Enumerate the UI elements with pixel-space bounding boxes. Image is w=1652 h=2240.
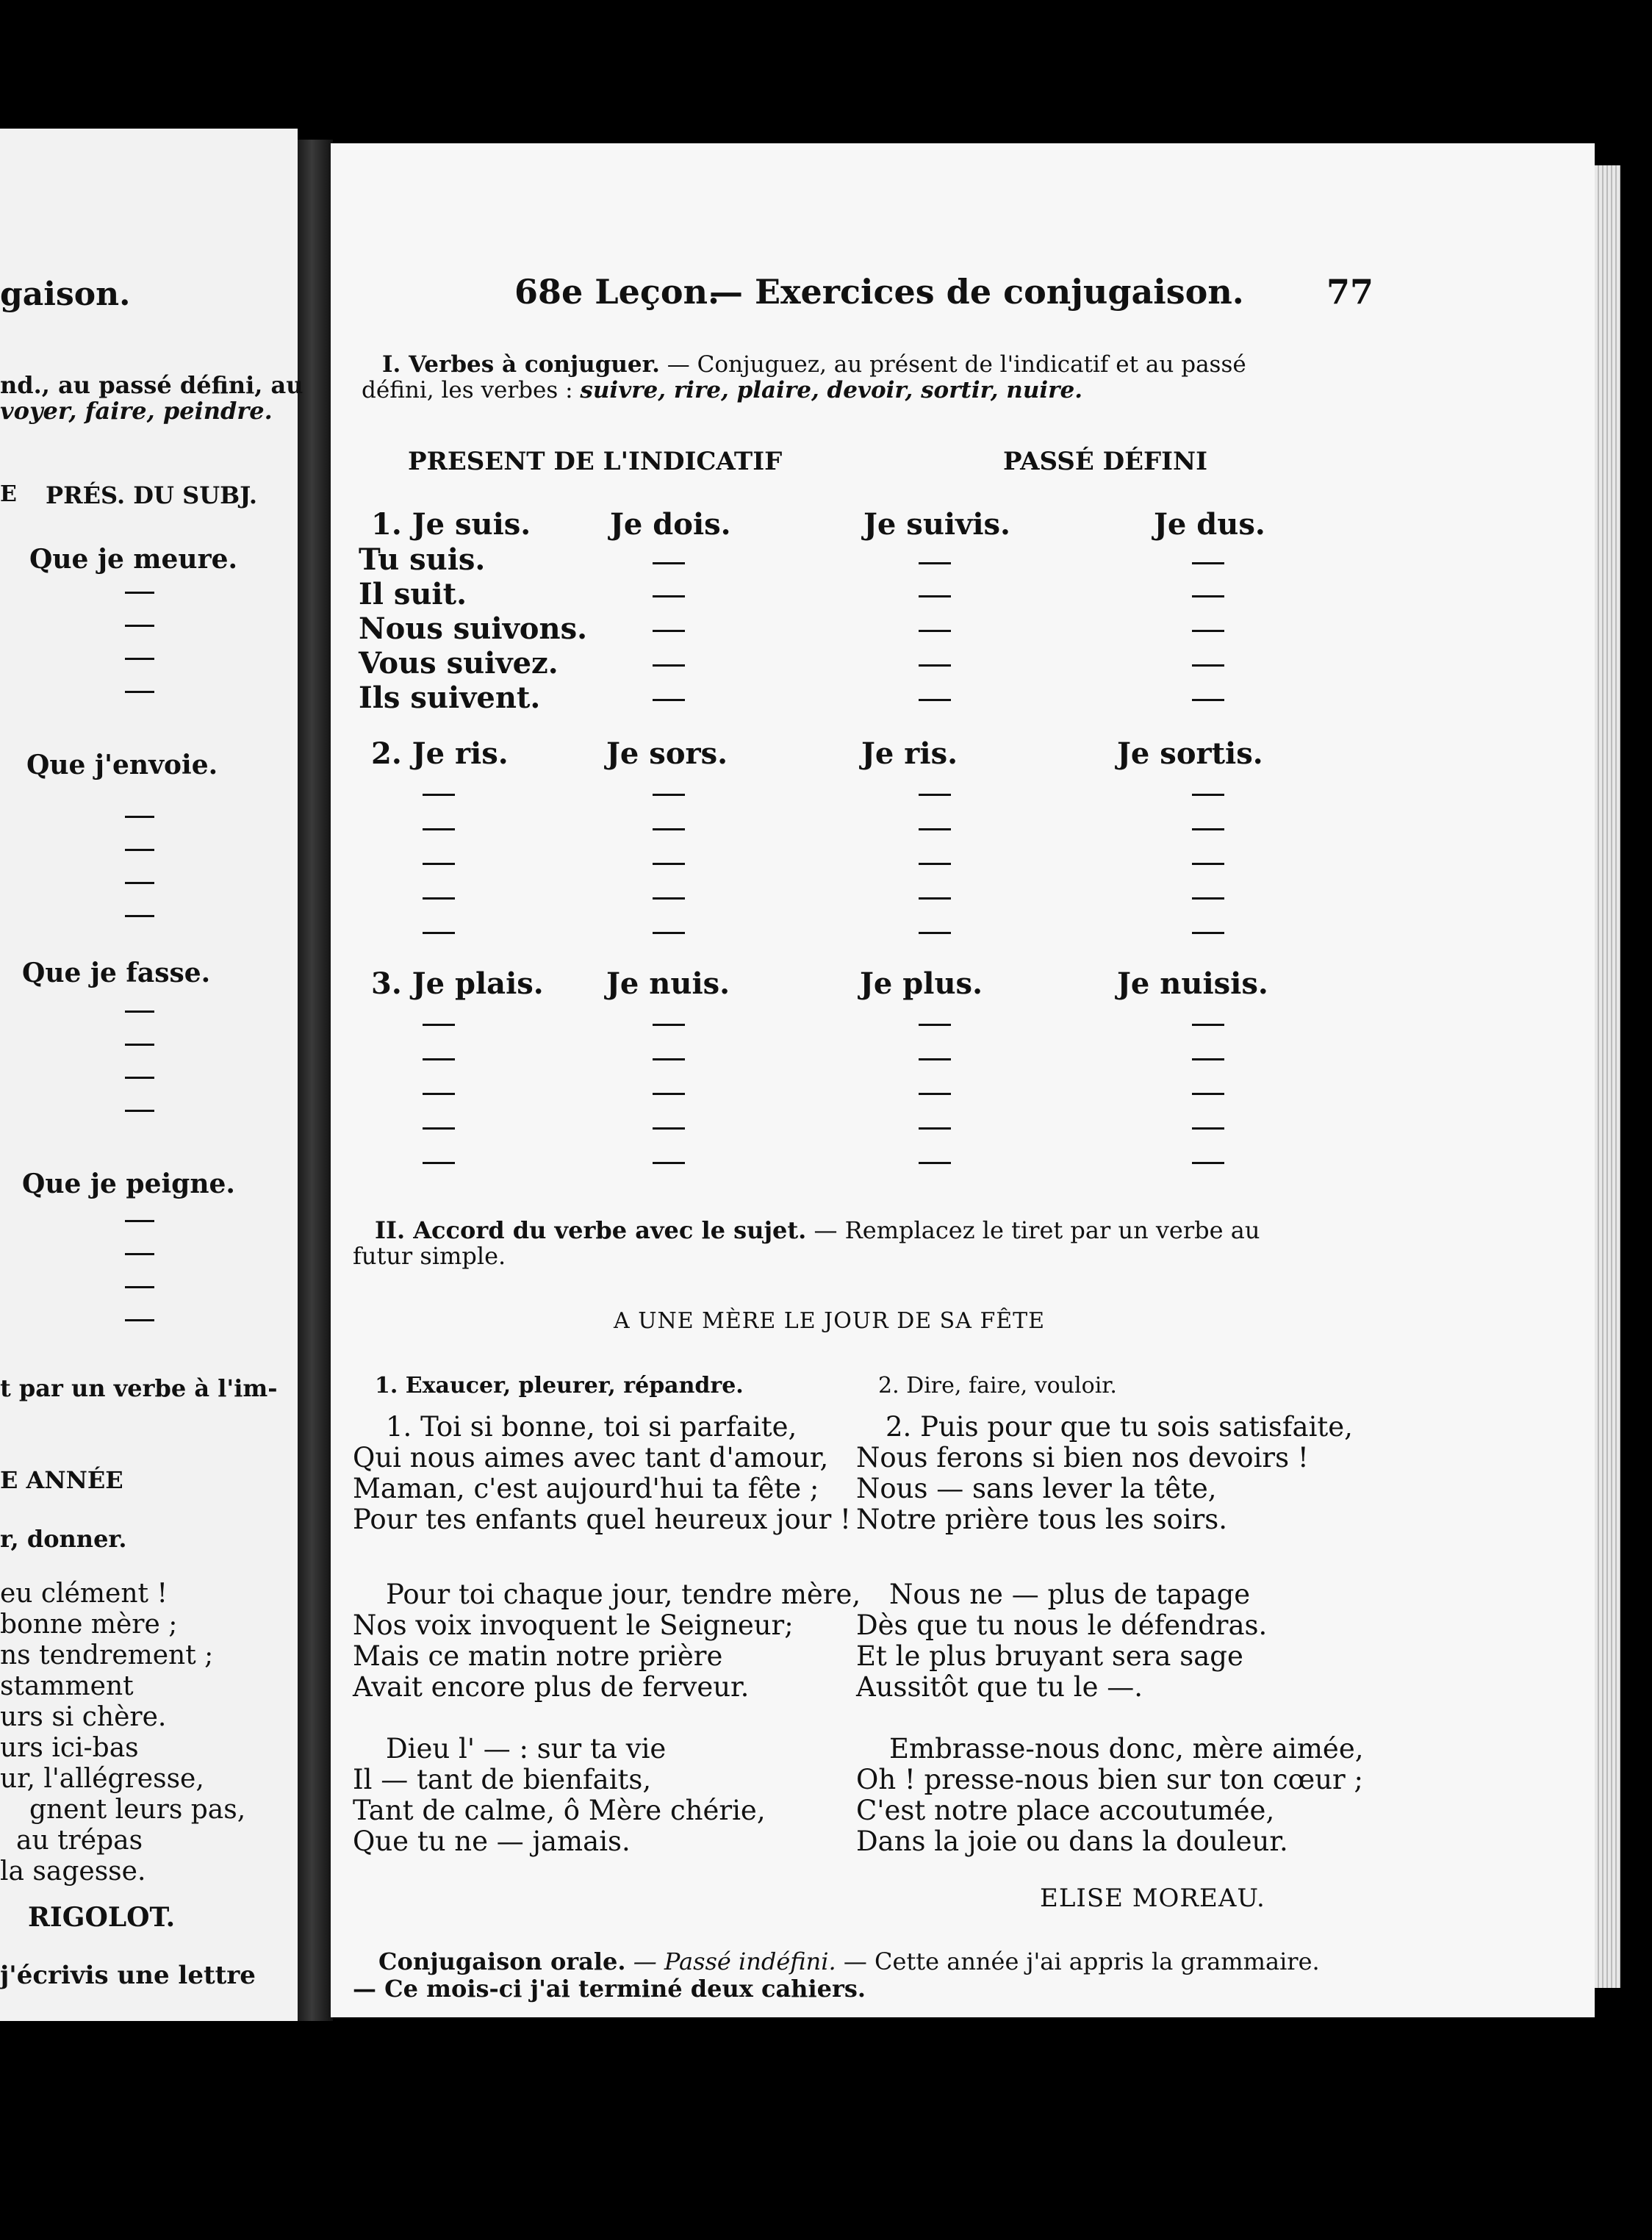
- g1-c2: Je dois.: [610, 507, 731, 542]
- blank-dash: [125, 882, 154, 884]
- blank-dash: [125, 691, 154, 693]
- blank-dash: [1192, 794, 1224, 796]
- blank-dash: [919, 595, 951, 597]
- poem-left-line: Que tu ne — jamais.: [353, 1826, 631, 1857]
- blank-dash: [125, 658, 154, 660]
- exercise2-label: II. Accord du verbe avec le sujet.: [375, 1216, 807, 1244]
- poem-left-line: Pour toi chaque jour, tendre mère,: [386, 1579, 861, 1610]
- g3-c4: Je nuisis.: [1117, 966, 1268, 1001]
- blank-dash: [919, 932, 951, 934]
- left-title: gaison.: [0, 276, 131, 313]
- g1-row-2: Il suit.: [359, 577, 467, 611]
- g3-c3: Je plus.: [860, 966, 983, 1001]
- blank-dash: [125, 625, 154, 627]
- blank-dash: [653, 664, 685, 667]
- g2-c1: 2. Je ris.: [371, 736, 509, 771]
- g3-c2: Je nuis.: [606, 966, 730, 1001]
- blank-dash: [1192, 630, 1224, 632]
- blank-dash: [653, 699, 685, 701]
- blank-dash: [423, 863, 455, 865]
- left-subj-3: Que je fasse.: [22, 958, 211, 988]
- blank-dash: [125, 592, 154, 594]
- blank-dash: [919, 828, 951, 830]
- poem-right-line: 2. Puis pour que tu sois satisfaite,: [886, 1411, 1353, 1443]
- left-poem-line: urs ici-bas: [0, 1733, 139, 1763]
- left-subj-2: Que j'envoie.: [26, 750, 218, 780]
- blank-dash: [919, 699, 951, 701]
- poem-right-line: C'est notre place accoutumée,: [856, 1795, 1275, 1826]
- blank-dash: [125, 1220, 154, 1222]
- poem-left-line: Il — tant de bienfaits,: [353, 1764, 652, 1795]
- blank-dash: [423, 1162, 455, 1164]
- exercise1-label: I. Verbes à conjuguer.: [382, 351, 660, 378]
- blank-dash: [423, 828, 455, 830]
- poem-right-line: Dans la joie ou dans la douleur.: [856, 1826, 1288, 1857]
- poem-right-line: Dès que tu nous le défendras.: [856, 1609, 1268, 1641]
- blank-dash: [423, 1024, 455, 1026]
- blank-dash: [423, 1058, 455, 1060]
- exercise2-line2: futur simple.: [353, 1242, 506, 1270]
- left-subj-1: Que je meure.: [29, 544, 238, 575]
- poem-left-line: Mais ce matin notre prière: [353, 1640, 723, 1672]
- blank-dash: [1192, 595, 1224, 597]
- left-col-mark: E: [0, 481, 17, 507]
- poem-verbs-left: 1. Exaucer, pleurer, répandre.: [375, 1373, 744, 1399]
- blank-dash: [423, 794, 455, 796]
- blank-dash: [919, 630, 951, 632]
- g1-row-4: Vous suivez.: [359, 646, 559, 681]
- poem-title: A UNE MÈRE LE JOUR DE SA FÊTE: [614, 1308, 1046, 1334]
- blank-dash: [1192, 562, 1224, 564]
- page-number: 77: [1326, 272, 1374, 312]
- blank-dash: [919, 863, 951, 865]
- g2-c4: Je sortis.: [1117, 736, 1263, 771]
- lesson-title: — Exercices de conjugaison.: [709, 272, 1244, 312]
- g1-c1: 1. Je suis.: [371, 507, 531, 542]
- left-col-head: PRÉS. DU SUBJ.: [46, 481, 257, 509]
- left-author: RIGOLOT.: [28, 1902, 176, 1933]
- blank-dash: [125, 1044, 154, 1046]
- poem-right-line: Aussitôt que tu le —.: [856, 1671, 1143, 1703]
- blank-dash: [125, 1010, 154, 1013]
- page-edges: [1595, 165, 1620, 1988]
- left-subj-4: Que je peigne.: [22, 1169, 235, 1199]
- blank-dash: [1192, 1058, 1224, 1060]
- poem-right-line: Embrasse-nous donc, mère aimée,: [889, 1733, 1364, 1765]
- poem-left-line: Dieu l' — : sur ta vie: [386, 1733, 667, 1765]
- poem-right-line: Et le plus bruyant sera sage: [856, 1640, 1243, 1672]
- left-instruction-1: nd., au passé défini, au: [0, 371, 304, 399]
- left-poem-line: au trépas: [16, 1826, 143, 1856]
- poem-right-line: Oh ! presse-nous bien sur ton cœur ;: [856, 1764, 1363, 1795]
- blank-dash: [125, 1110, 154, 1112]
- poem-left-line: Pour tes enfants quel heureux jour !: [353, 1504, 851, 1535]
- blank-dash: [653, 1162, 685, 1164]
- blank-dash: [653, 562, 685, 564]
- exercise2-text: — Remplacez le tiret par un verbe au: [814, 1216, 1260, 1244]
- left-instruction-2: voyer, faire, peindre.: [0, 397, 273, 425]
- blank-dash: [919, 1127, 951, 1130]
- blank-dash: [653, 932, 685, 934]
- col-head-present: PRESENT DE L'INDICATIF: [408, 447, 783, 476]
- blank-dash: [125, 1253, 154, 1255]
- blank-dash: [653, 1093, 685, 1095]
- poem-left-line: 1. Toi si bonne, toi si parfaite,: [386, 1411, 797, 1443]
- blank-dash: [423, 1093, 455, 1095]
- book-gutter: [298, 140, 333, 2021]
- blank-dash: [653, 828, 685, 830]
- blank-dash: [1192, 699, 1224, 701]
- left-footer: j'écrivis une lettre: [0, 1961, 256, 1990]
- blank-dash: [1192, 932, 1224, 934]
- blank-dash: [1192, 828, 1224, 830]
- poem-verbs-right: 2. Dire, faire, vouloir.: [878, 1373, 1117, 1399]
- g2-c3: Je ris.: [861, 736, 958, 771]
- left-poem-line: ns tendrement ;: [0, 1640, 214, 1670]
- poem-right-line: Nous ferons si bien nos devoirs !: [856, 1442, 1309, 1473]
- blank-dash: [423, 932, 455, 934]
- left-year-head: E ANNÉE: [0, 1466, 123, 1494]
- blank-dash: [919, 1024, 951, 1026]
- blank-dash: [653, 630, 685, 632]
- col-head-passe: PASSÉ DÉFINI: [1003, 447, 1208, 476]
- g1-row-1: Tu suis.: [359, 542, 486, 577]
- left-sentence-fragment: t par un verbe à l'im-: [0, 1374, 278, 1402]
- blank-dash: [423, 897, 455, 900]
- blank-dash: [653, 1127, 685, 1130]
- oral-line2: — Ce mois-ci j'ai terminé deux cahiers.: [353, 1975, 866, 2003]
- blank-dash: [1192, 1162, 1224, 1164]
- left-poem-line: urs si chère.: [0, 1702, 167, 1732]
- blank-dash: [653, 897, 685, 900]
- blank-dash: [1192, 863, 1224, 865]
- blank-dash: [125, 1077, 154, 1079]
- blank-dash: [919, 897, 951, 900]
- blank-dash: [919, 562, 951, 564]
- blank-dash: [919, 794, 951, 796]
- blank-dash: [125, 816, 154, 818]
- blank-dash: [1192, 897, 1224, 900]
- poem-right-line: Nous ne — plus de tapage: [889, 1579, 1251, 1610]
- blank-dash: [1192, 1127, 1224, 1130]
- exercise2-line1: [375, 1216, 1260, 1244]
- oral-text: — Cette année j'ai appris la grammaire.: [843, 1948, 1320, 1975]
- blank-dash: [653, 1058, 685, 1060]
- blank-dash: [125, 1319, 154, 1321]
- poem-author: ELISE MOREAU.: [1040, 1884, 1265, 1913]
- poem-left-line: Tant de calme, ô Mère chérie,: [353, 1795, 766, 1826]
- exercise1-verbs: suivre, rire, plaire, devoir, sortir, nuire.: [580, 377, 1082, 403]
- oral-label: Conjugaison orale.: [378, 1948, 626, 1975]
- blank-dash: [1192, 1024, 1224, 1026]
- poem-left-line: Avait encore plus de ferveur.: [353, 1671, 750, 1703]
- poem-left-line: Qui nous aimes avec tant d'amour,: [353, 1442, 829, 1473]
- oral-mode: — Passé indéfini.: [633, 1948, 836, 1975]
- g2-c2: Je sors.: [606, 736, 728, 771]
- left-poem-line: gnent leurs pas,: [29, 1795, 246, 1825]
- exercise1-line2-start: défini, les verbes :: [362, 377, 573, 403]
- blank-dash: [1192, 664, 1224, 667]
- left-poem-line: la sagesse.: [0, 1856, 146, 1887]
- exercise1-line2: [362, 377, 1082, 403]
- left-verbs: r, donner.: [0, 1525, 127, 1553]
- blank-dash: [653, 794, 685, 796]
- left-poem-line: stamment: [0, 1671, 134, 1701]
- g1-c3: Je suivis.: [863, 507, 1010, 542]
- oral-line1: [378, 1948, 1320, 1975]
- g1-row-5: Ils suivent.: [359, 681, 541, 715]
- blank-dash: [423, 1127, 455, 1130]
- left-poem-line: bonne mère ;: [0, 1609, 178, 1640]
- lesson-number: 68e Leçon.: [514, 272, 720, 312]
- left-poem-line: eu clément !: [0, 1579, 168, 1609]
- blank-dash: [125, 1286, 154, 1288]
- poem-left-line: Maman, c'est aujourd'hui ta fête ;: [353, 1473, 819, 1504]
- blank-dash: [919, 664, 951, 667]
- blank-dash: [919, 1162, 951, 1164]
- blank-dash: [1192, 1093, 1224, 1095]
- g3-c1: 3. Je plais.: [371, 966, 544, 1001]
- blank-dash: [653, 595, 685, 597]
- poem-right-line: Nous — sans lever la tête,: [856, 1473, 1217, 1504]
- left-poem-line: ur, l'allégresse,: [0, 1764, 204, 1794]
- g1-row-3: Nous suivons.: [359, 611, 588, 646]
- blank-dash: [653, 863, 685, 865]
- g1-c4: Je dus.: [1154, 507, 1265, 542]
- exercise1-line1: [382, 351, 1246, 378]
- poem-left-line: Nos voix invoquent le Seigneur;: [353, 1609, 794, 1641]
- blank-dash: [919, 1058, 951, 1060]
- blank-dash: [125, 915, 154, 917]
- blank-dash: [653, 1024, 685, 1026]
- blank-dash: [919, 1093, 951, 1095]
- blank-dash: [125, 849, 154, 851]
- exercise1-text: — Conjuguez, au présent de l'indicatif et au passé: [667, 351, 1246, 378]
- poem-right-line: Notre prière tous les soirs.: [856, 1504, 1228, 1535]
